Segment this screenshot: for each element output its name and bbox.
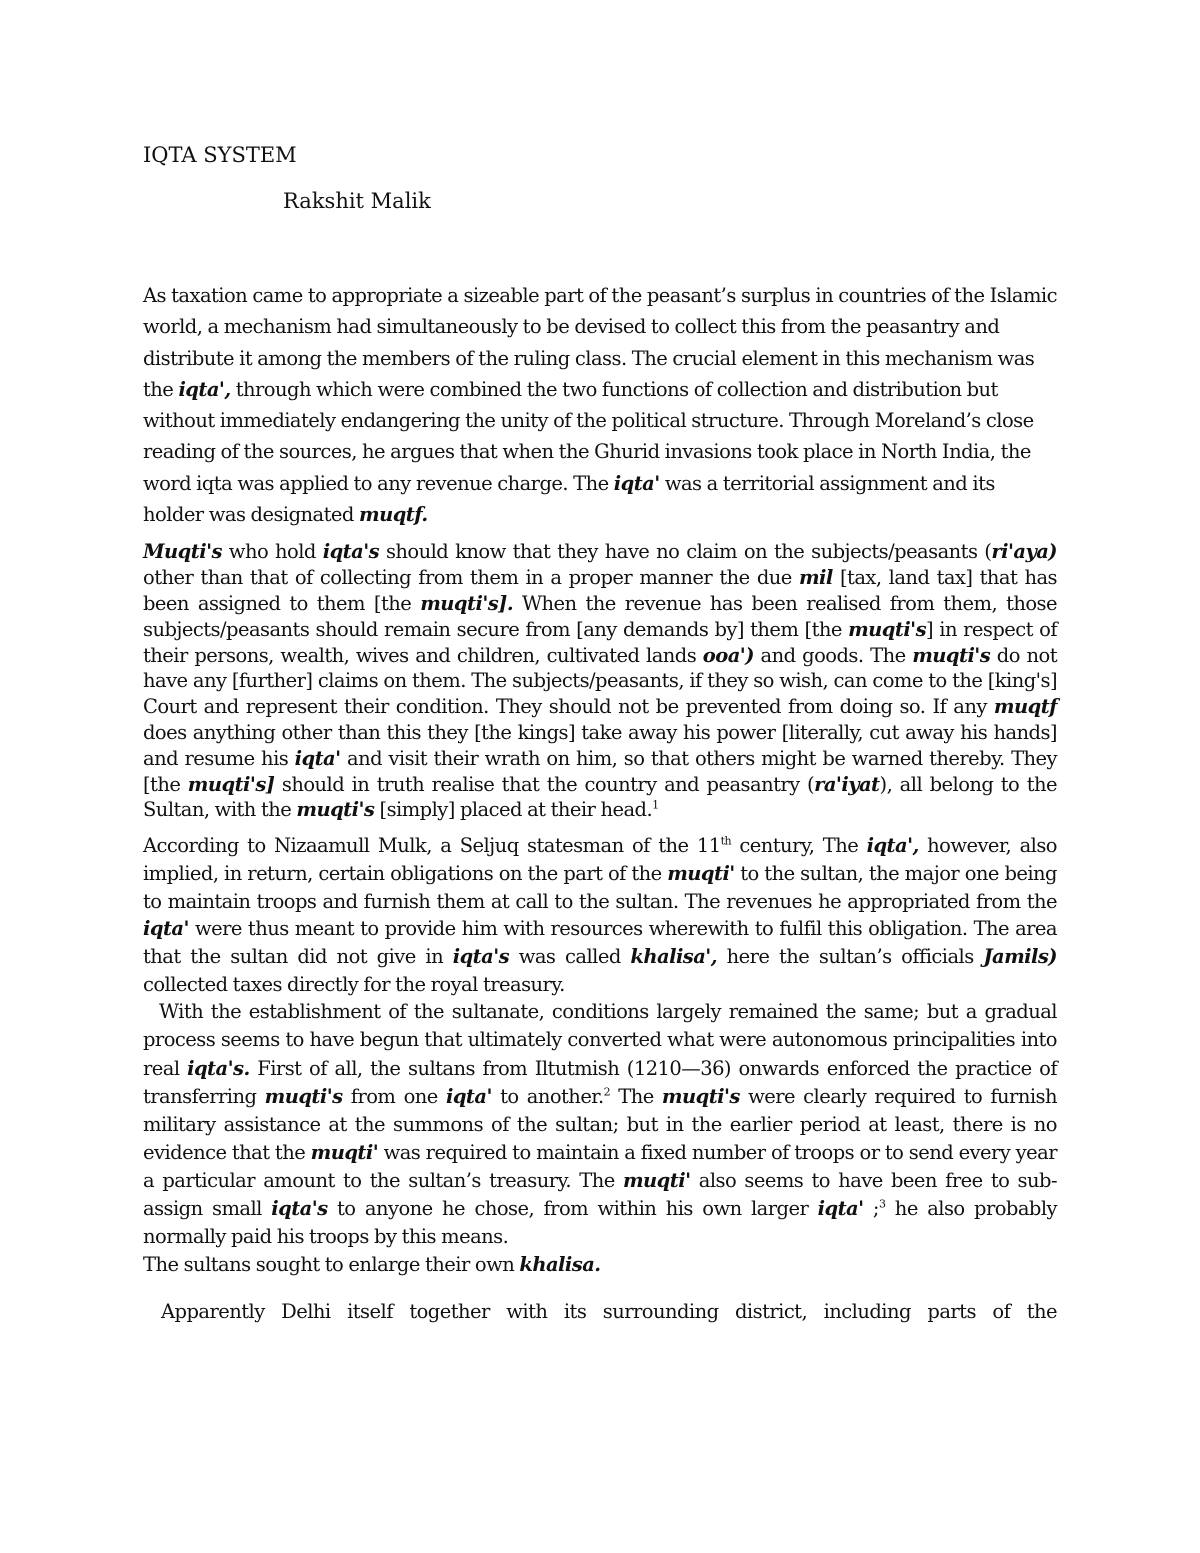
intro-paragraph: As taxation came to appropriate a sizeable part of the peasant’s surplus in countries of the Islamic world, a mechanism had simultaneously to be devised to collect this from the peasantry and distribute it among the members of the ruling class. The crucial element in this mechanism was the iqta', through which were combined the two functions of collection and distribution but without immediately endangering the unity of the political structure. Through Moreland’s close reading of the sources, he argues that when the Ghurid invasions took place in North India, the word iqta was applied to any revenue charge. The iqta' was a territorial assignment and its holder was designated muqtf.	[143, 284, 1057, 527]
document-author: Rakshit Malik	[283, 189, 431, 213]
footnote-ref-2: 2	[603, 1085, 611, 1099]
delhi-paragraph: Apparently Delhi itself together with its surrounding district, including parts of the	[161, 1300, 1057, 1324]
sultanate-paragraph: With the establishment of the sultanate, conditions largely remained the same; but a gradual process seems to have begun that ultimately converted what were autonomous principalities into real iqta's. First of all, the sultans from Iltutmish (1210—36) onwards enforced the practice of transferring muqti's from one iqta' to another.$^2$ The muqti's were clearly required to furnish military assistance at the summons of the sultan; but in the earlier period at least, there is no evidence that the muqti' was required to maintain a fixed number of troops or to send every year a particular amount to the sultan’s treasury. The muqti' also seems to have been free to sub-assign small iqta's to anyone he chose, from within his own larger iqta' ;$^3$ he also probably normally paid his troops by this means.	[143, 1000, 1058, 1249]
quote-paragraph: Muqti's who hold iqta's should know that they have no claim on the subjects/peasants (ri'aya) other than that of collecting from them in a proper manner the due mil [tax, land tax] that has been assigned to them [the muqti's]. When the revenue has been realised from them, those subjects/peasants should remain secure from [any demands by] them [the muqti's] in respect of their persons, wealth, wives and children, cultivated lands ooa') and goods. The muqti's do not have any [further] claims on them. The subjects/peasants, if they so wish, can come to the [king's] Court and represent their condition. They should not be prevented from doing so. If any muqtf does anything other than this they [the kings] take away his power [literally, cut away his hands] and resume his iqta' and visit their wrath on him, so that others might be warned thereby. They [the muqti's] should in truth realise that the country and peasantry (ra'iyat), all belong to the Sultan, with the muqti's [simply] placed at their head.$^1$	[143, 540, 1058, 822]
khalisa-paragraph: The sultans sought to enlarge their own khalisa.	[143, 1253, 601, 1277]
footnote-ref-1: 1	[652, 798, 659, 812]
document-title: IQTA SYSTEM	[143, 143, 297, 167]
footnote-ref-3: 3	[878, 1197, 886, 1211]
nizamulmulk-paragraph: According to Nizaamull Mulk, a Seljuq statesman of the 11th century, The iqta', however, also implied, in return, certain obligations on the part of the muqti' to the sultan, the major one being to maintain troops and furnish them at call to the sultan. The revenues he appropriated from the iqta' were thus meant to provide him with resources wherewith to fulfil this obligation. The area that the sultan did not give in iqta's was called khalisa', here the sultan’s officials Jamils) collected taxes directly for the royal treasury.	[143, 834, 1057, 996]
